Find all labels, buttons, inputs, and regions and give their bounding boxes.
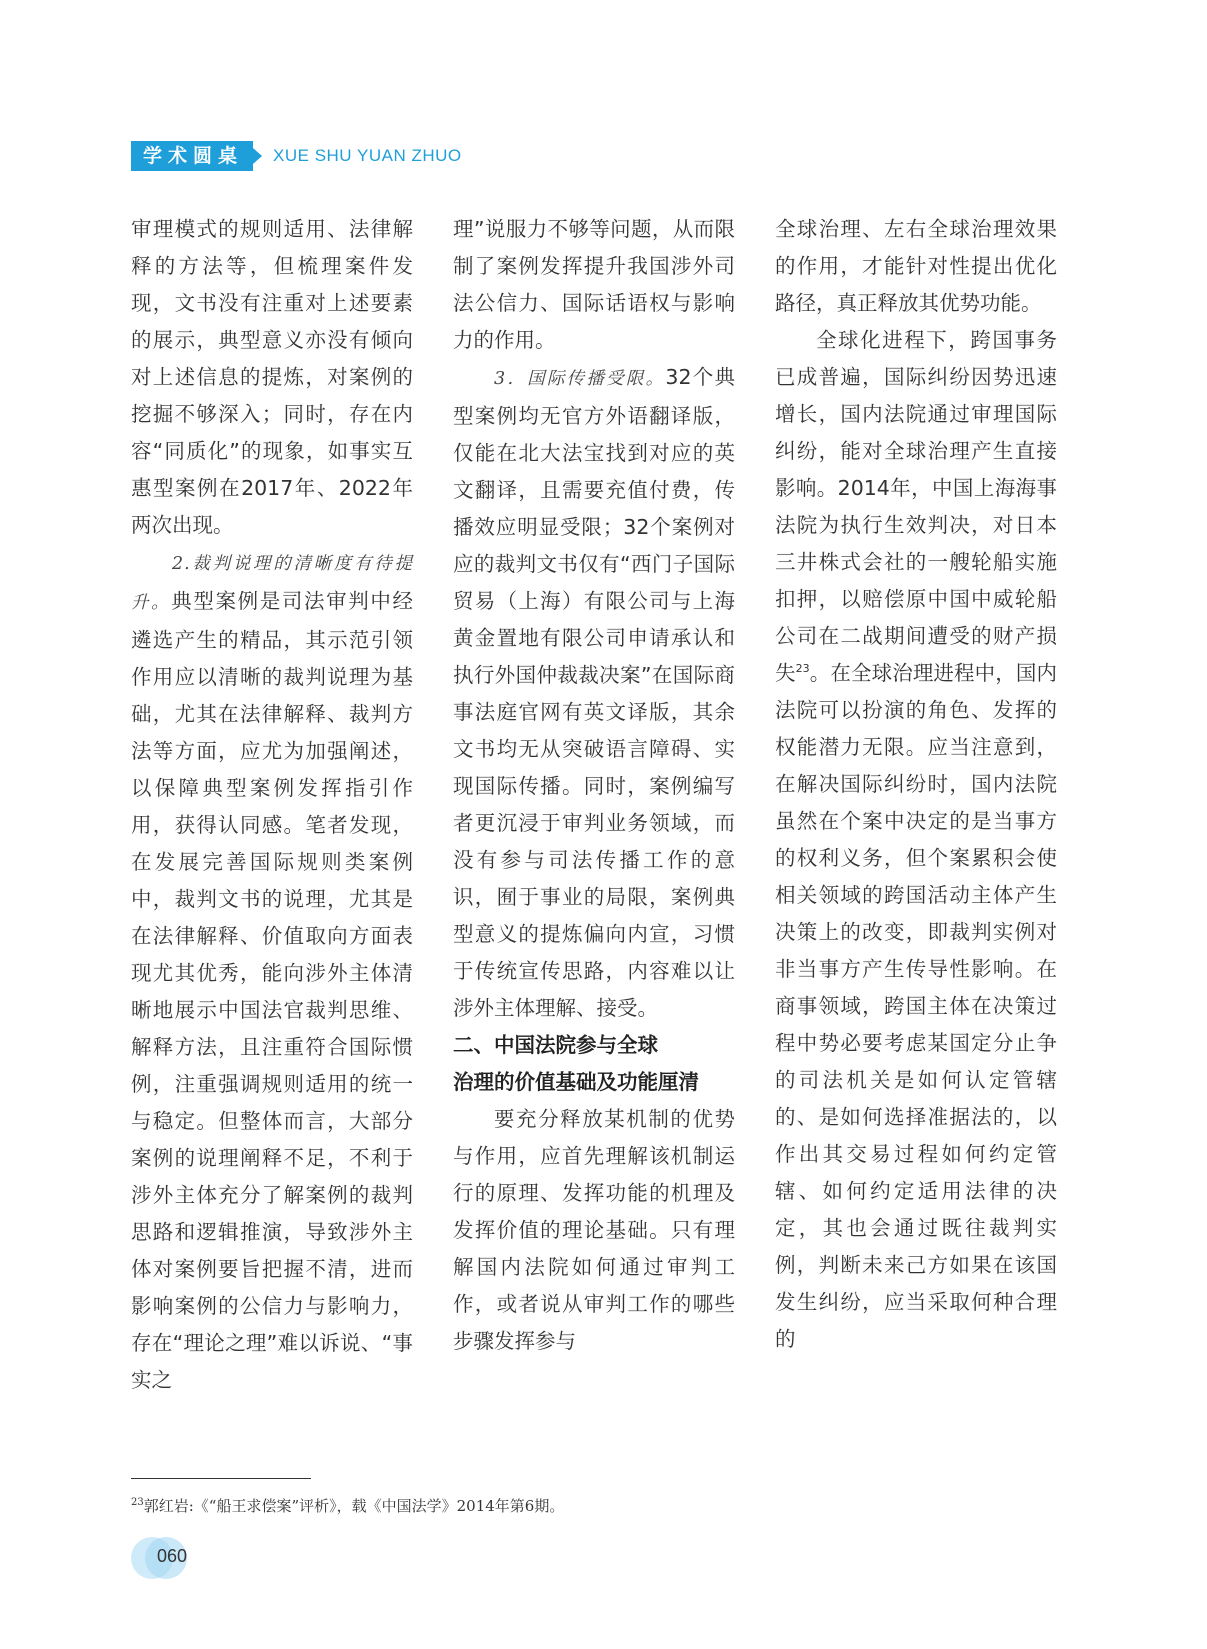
subheading: 3．国际传播受限。: [494, 369, 666, 389]
section-title-line-2: 治理的价值基础及功能厘清: [453, 1070, 699, 1094]
paragraph-body: 典型案例是司法审判中经遴选产生的精品，其示范引领作用应以清晰的裁判说理为基础，尤其在法律解释、裁判方法等方面，应尤为加强阐述，以保障典型案例发挥指引作用，获得认同感。笔者发现，在发展完善国际规则类案例中，裁判文书的说理，尤其是在法律解释、价值取向方面表现尤其优秀，能向涉外主体清晰地展示中国法官裁判思维、解释方法，且注重符合国际惯例，注重强调规则适用的统一与稳定。但整体而言，大部分案例的说理阐释不足，不利于涉外主体充分了解案例的裁判思路和逻辑推演，导致涉外主体对案例要旨把握不清，进而影响案例的公信力与影响力，存在“理论之理”难以诉说、“事实之: [131, 589, 413, 1392]
subheading: 2.裁判说理的清晰度有待提升。: [131, 554, 413, 613]
text-column-1: [131, 211, 413, 1399]
paragraph: 全球治理、左右全球治理效果的作用，才能针对性提出优化路径，真正释放其优势功能。: [775, 217, 1057, 315]
footnote-divider: [131, 1478, 311, 1479]
paragraph: [453, 359, 735, 1027]
paragraph: 要充分释放某机制的优势与作用，应首先理解该机制运行的原理、发挥功能的机理及发挥价值的理论基础。只有理解国内法院如何通过审判工作，或者说从审判工作的哪些步骤发挥参与: [453, 1107, 735, 1353]
section-title: 二、中国法院参与全球: [453, 1033, 658, 1057]
footnote-text: 郭红岩:《“船王求偿案”评析》，载《中国法学》2014年第6期。: [143, 1497, 565, 1515]
text-column-2: [453, 211, 735, 1360]
paragraph: 审理模式的规则适用、法律解释的方法等，但梳理案件发现，文书没有注重对上述要素的展示，典型意义亦没有倾向对上述信息的提炼，对案例的挖掘不够深入；同时，存在内容“同质化”的现象，如事实互惠型案例在2017年、2022年两次出现。: [131, 217, 413, 537]
section-tag: 学术圆桌: [131, 141, 253, 171]
paragraph-body: 全球化进程下，跨国事务已成普遍，国际纠纷因势迅速增长，国内法院通过审理国际纠纷，能对全球治理产生直接影响。2014年，中国上海海事法院为执行生效判决，对日本三井株式会社的一艘轮船实施扣押，以赔偿原中国中威轮船公司在二战期间遭受的财产损失: [775, 328, 1057, 685]
paragraph-body: 32个典型案例均无官方外语翻译版，仅能在北大法宝找到对应的英文翻译，且需要充值付费，传播效应明显受限；32个案例对应的裁判文书仅有“西门子国际贸易（上海）有限公司与上海黄金置地有限公司申请承认和执行外国仲裁裁决案”在国际商事法庭官网有英文译版，其余文书均无从突破语言障碍、实现国际传播。同时，案例编写者更沉浸于审判业务领域，而没有参与司法传播工作的意识，囿于事业的局限，案例典型意义的提炼偏向内宣，习惯于传统宣传思路，内容难以让涉外主体理解、接受。: [453, 365, 735, 1020]
paragraph: [131, 544, 413, 1399]
page-number-badge: [131, 1537, 201, 1579]
paragraph: 理”说服力不够等问题，从而限制了案例发挥提升我国涉外司法公信力、国际话语权与影响力的作用。: [453, 217, 735, 352]
footnote-ref[interactable]: 23: [795, 662, 810, 675]
footnote-number: 23: [131, 1497, 144, 1508]
footnote: [131, 1495, 564, 1516]
page-number: 060: [157, 1546, 188, 1566]
section-header: [131, 141, 462, 171]
text-column-3: [775, 211, 1057, 1358]
paragraph: [775, 322, 1057, 1358]
paragraph-body: 。在全球治理进程中，国内法院可以扮演的角色、发挥的权能潜力无限。应当注意到，在解决国际纠纷时，国内法院虽然在个案中决定的是当事方的权利义务，但个案累积会使相关领域的跨国活动主体产生决策上的改变，即裁判实例对非当事方产生传导性影响。在商事领域，跨国主体在决策过程中势必要考虑某国定分止争的司法机关是如何认定管辖的、是如何选择准据法的，以作出其交易过程如何约定管辖、如何约定适用法律的决定，其也会通过既往裁判实例，判断未来己方如果在该国发生纠纷，应当采取何种合理的: [775, 661, 1058, 1351]
section-pinyin: XUE SHU YUAN ZHUO: [273, 146, 462, 165]
